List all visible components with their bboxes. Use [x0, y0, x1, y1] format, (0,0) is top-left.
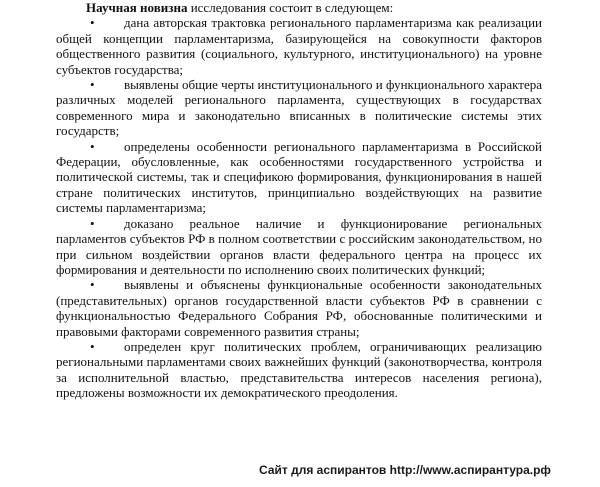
- list-item: [56, 216, 542, 278]
- heading-bold-text: Научная новизна: [86, 0, 188, 15]
- list-item: [56, 77, 542, 139]
- list-item: [56, 277, 542, 339]
- heading-rest-text: исследования состоит в следующем:: [187, 0, 394, 15]
- bullet-icon: •: [90, 277, 95, 293]
- document-body: [56, 0, 542, 401]
- bullet-icon: •: [90, 215, 95, 231]
- bullet-icon: •: [90, 338, 95, 354]
- list-item-text: выявлены и объяснены функциональные особенности законодательных (представительных) органов государственной власти субъектов РФ в сравнении с функциональностью Федерального Собрания РФ, обоснованные политическими и правовыми факторами современного развития страны;: [56, 277, 542, 339]
- list-item-text: доказано реальное наличие и функционирование региональных парламентов субъектов РФ в полном соответствии с российским законодательством, но при сильном воздействии органов власти федерального центра на процесс их формирования и деятельности по исполнению своих политических функций;: [56, 215, 542, 277]
- site-watermark: Сайт для аспирантов http://www.аспирантура.рф: [259, 463, 551, 477]
- bullet-icon: •: [90, 15, 95, 31]
- list-item-text: выявлены общие черты институционального и функционального характера различных моделей регионального парламента, существующих в государствах современного мира и законодательно вписанных в политические системы этих государств;: [56, 77, 542, 139]
- bullet-icon: •: [90, 138, 95, 154]
- bullet-icon: •: [90, 77, 95, 93]
- document-heading: [86, 0, 542, 15]
- list-item-text: дана авторская трактовка регионального парламентаризма как реализации общей концепции парламентаризма, базирующейся на совокупности факторов общественного развития (социального, культурного, институционального) на уровне субъектов государства;: [56, 15, 542, 77]
- list-item-text: определен круг политических проблем, ограничивающих реализацию региональными парламентами своих важнейших функций (законотворчества, контроля за исполнительной властью, представительства интересов населения региона), предложены возможности их демократического преодоления.: [56, 338, 542, 401]
- list-item: [56, 139, 542, 216]
- list-item: [56, 339, 542, 401]
- list-item-text: определены особенности регионального парламентаризма в Российской Федерации, обусловленные, как особенностями государственного устройства и политической системы, так и спецификою формирования, функционирования в нашей стране политических институтов, принципиально воздействующих на развитие системы парламентаризма;: [56, 138, 542, 216]
- list-item: [56, 15, 542, 77]
